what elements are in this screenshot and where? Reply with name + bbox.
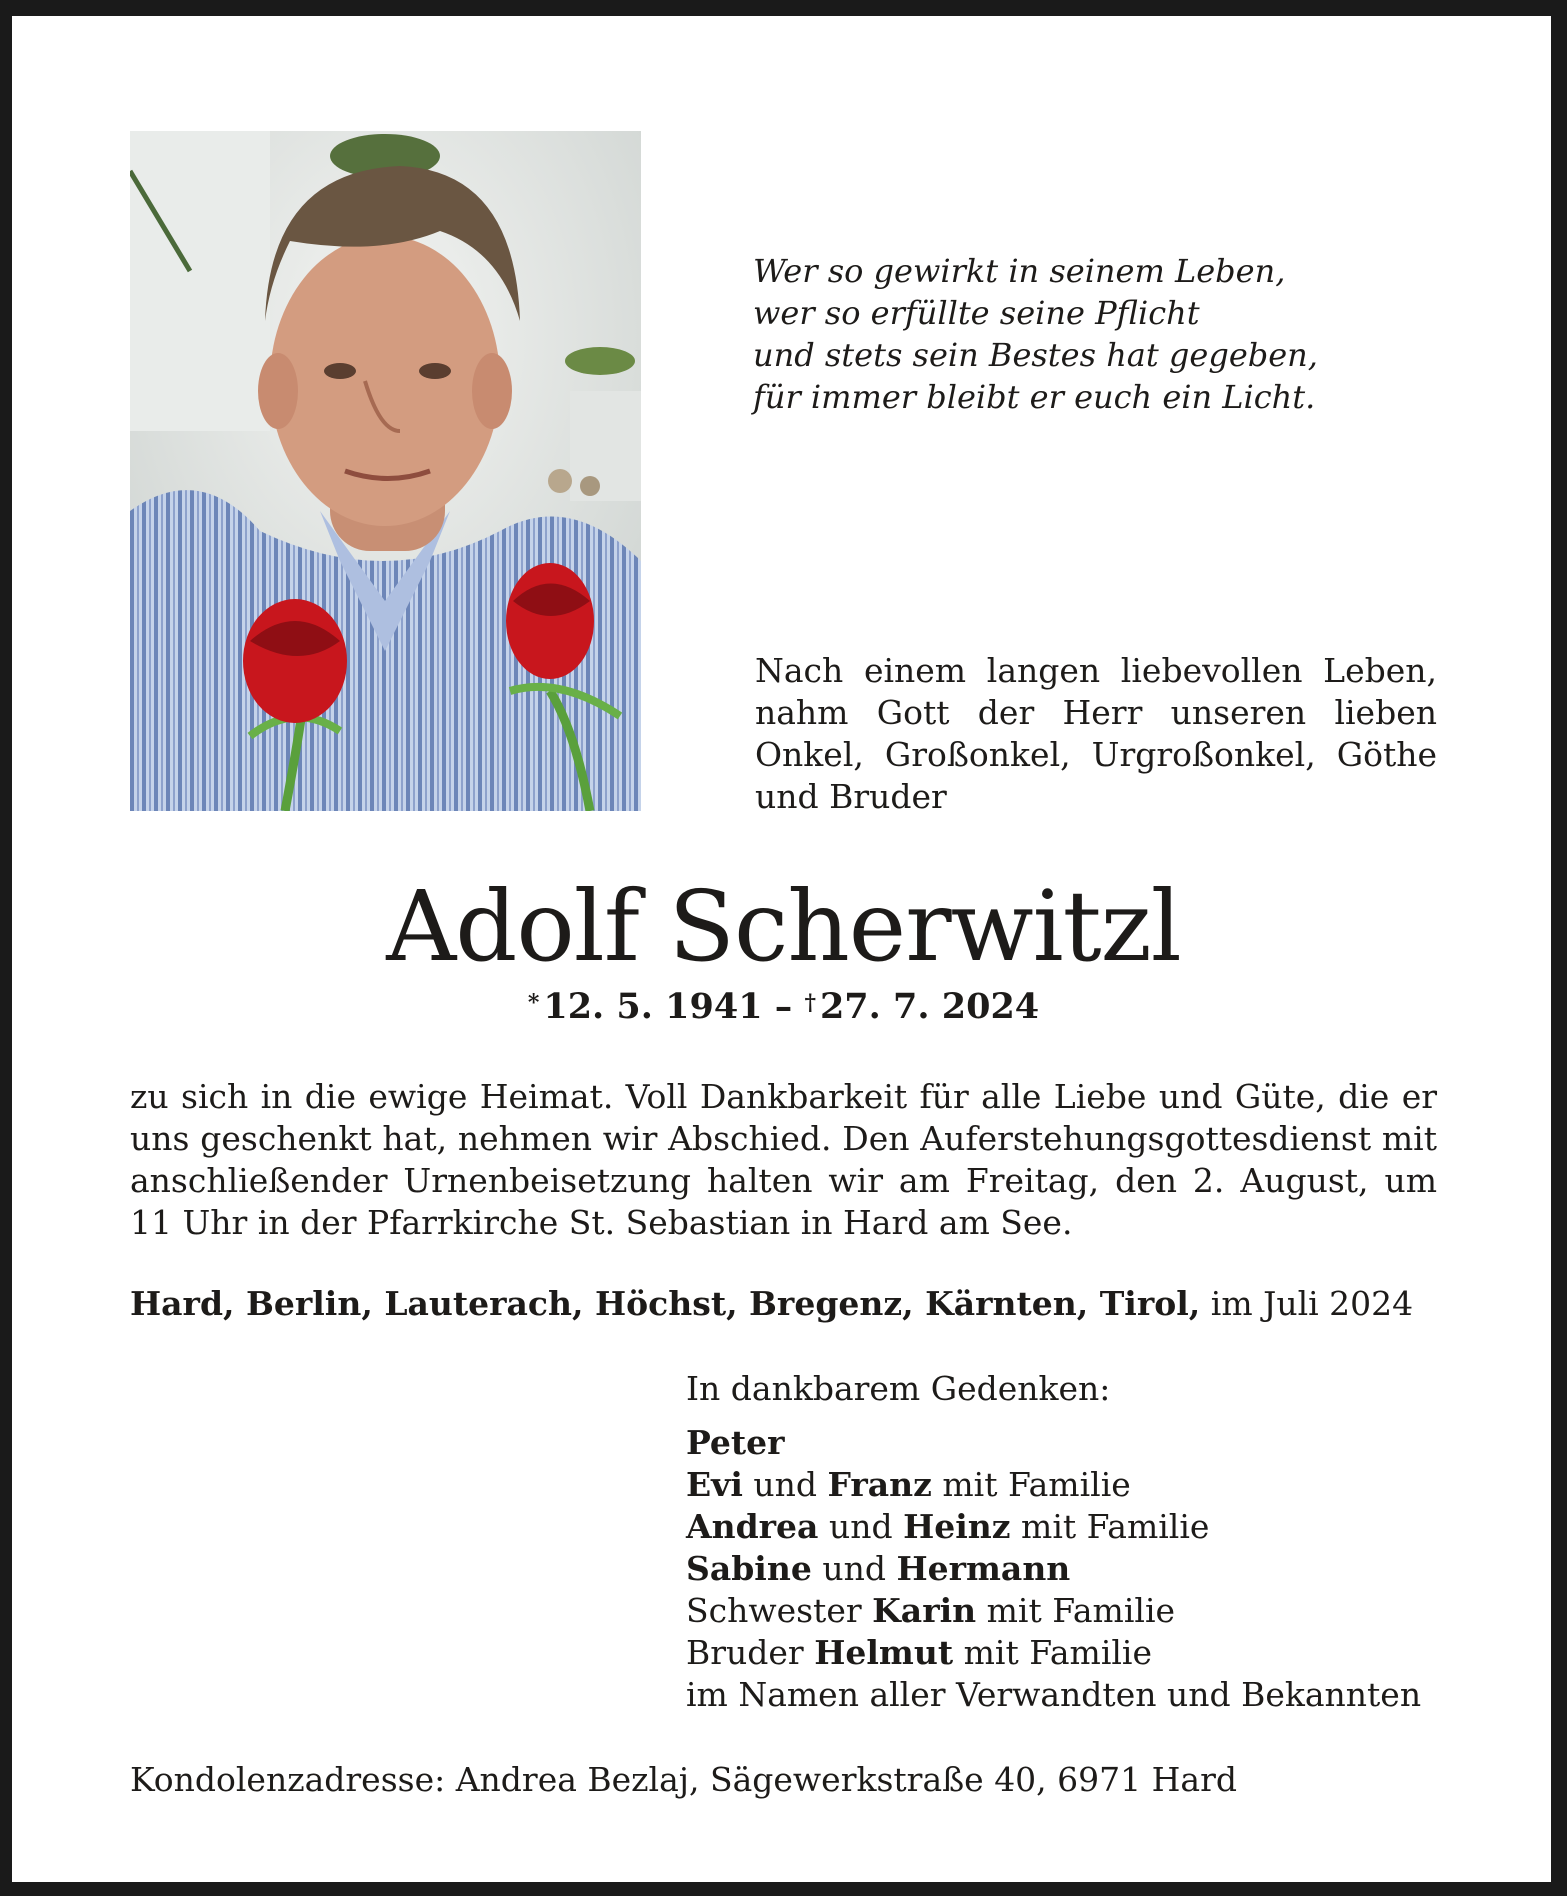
mourner-name: Hermann: [896, 1549, 1071, 1588]
signoff-heading: In dankbarem Gedenken:: [686, 1369, 1111, 1408]
intro-paragraph: Nach einem langen liebevollen Leben, nahm Gott der Herr unseren lieben Onkel, Großonkel, Urgroßonkel, Göthe und Bruder: [755, 651, 1437, 816]
mourner-conjunction: und: [828, 1507, 893, 1546]
mourner-line: [686, 1464, 1446, 1506]
life-dates: [0, 985, 1567, 1029]
mourner-conjunction: und: [753, 1465, 818, 1504]
mourner-suffix: mit Familie: [963, 1633, 1153, 1672]
intro-text: [755, 650, 1437, 818]
birth-date: 12. 5. 1941: [543, 986, 763, 1027]
death-date: 27. 7. 2024: [819, 986, 1040, 1027]
mourner-name: Evi: [686, 1465, 743, 1504]
mourner-line: [686, 1590, 1446, 1632]
birth-symbol: *: [527, 990, 540, 1016]
mourner-line: [686, 1422, 1446, 1464]
places-list: Hard, Berlin, Lauterach, Höchst, Bregenz, Kärnten, Tirol,: [130, 1284, 1201, 1323]
mourner-suffix: mit Familie: [1021, 1507, 1210, 1546]
death-symbol: †: [804, 990, 816, 1016]
mourner-line: [686, 1632, 1446, 1674]
condolence-address: Kondolenzadresse: Andrea Bezlaj, Sägewerkstraße 40, 6971 Hard: [130, 1760, 1237, 1799]
mourner-name: Sabine: [686, 1549, 812, 1588]
mourner-name: Heinz: [903, 1507, 1011, 1546]
places-line: [130, 1283, 1450, 1325]
mourner-name: Franz: [827, 1465, 932, 1504]
signoff-block: [686, 1368, 1446, 1716]
deceased-name: Adolf Scherwitzl: [386, 870, 1181, 983]
poem-line: und stets sein Bestes hat gegeben,: [753, 336, 1318, 374]
announcement-text: [130, 1076, 1437, 1244]
mourner-relation: Bruder: [686, 1633, 804, 1672]
mourner-line: [686, 1674, 1446, 1716]
poem-line: Wer so gewirkt in seinem Leben,: [753, 252, 1286, 290]
announcement-paragraph: zu sich in die ewige Heimat. Voll Dankbarkeit für alle Liebe und Güte, die er uns geschenkt hat, nehmen wir Abschied. Den Auferstehungsgottesdienst mit anschließender Urnenbeisetzung halten wir am Freitag, den 2. August, um 11 Uhr in der Pfarrkirche St. Sebastian in Hard am See.: [130, 1077, 1437, 1242]
poem-line: für immer bleibt er euch ein Licht.: [753, 378, 1316, 416]
mourner-relation: Schwester: [686, 1591, 862, 1630]
poem-line: wer so erfüllte seine Pflicht: [753, 294, 1200, 332]
portrait-photo: [130, 131, 641, 811]
poem: [753, 250, 1473, 418]
mourner-line: [686, 1548, 1446, 1590]
mourner-suffix: mit Familie: [986, 1591, 1176, 1630]
date-separator: –: [774, 986, 793, 1027]
mourner-closing: im Namen aller Verwandten und Bekannten: [686, 1675, 1422, 1714]
mourner-conjunction: und: [822, 1549, 886, 1588]
mourner-name: Andrea: [686, 1507, 819, 1546]
mourner-name: Peter: [686, 1423, 785, 1462]
mourner-line: [686, 1506, 1446, 1548]
places-date: im Juli 2024: [1210, 1284, 1414, 1323]
mourner-name: Karin: [872, 1591, 977, 1630]
mourner-name: Helmut: [814, 1633, 954, 1672]
mourner-suffix: mit Familie: [942, 1465, 1131, 1504]
